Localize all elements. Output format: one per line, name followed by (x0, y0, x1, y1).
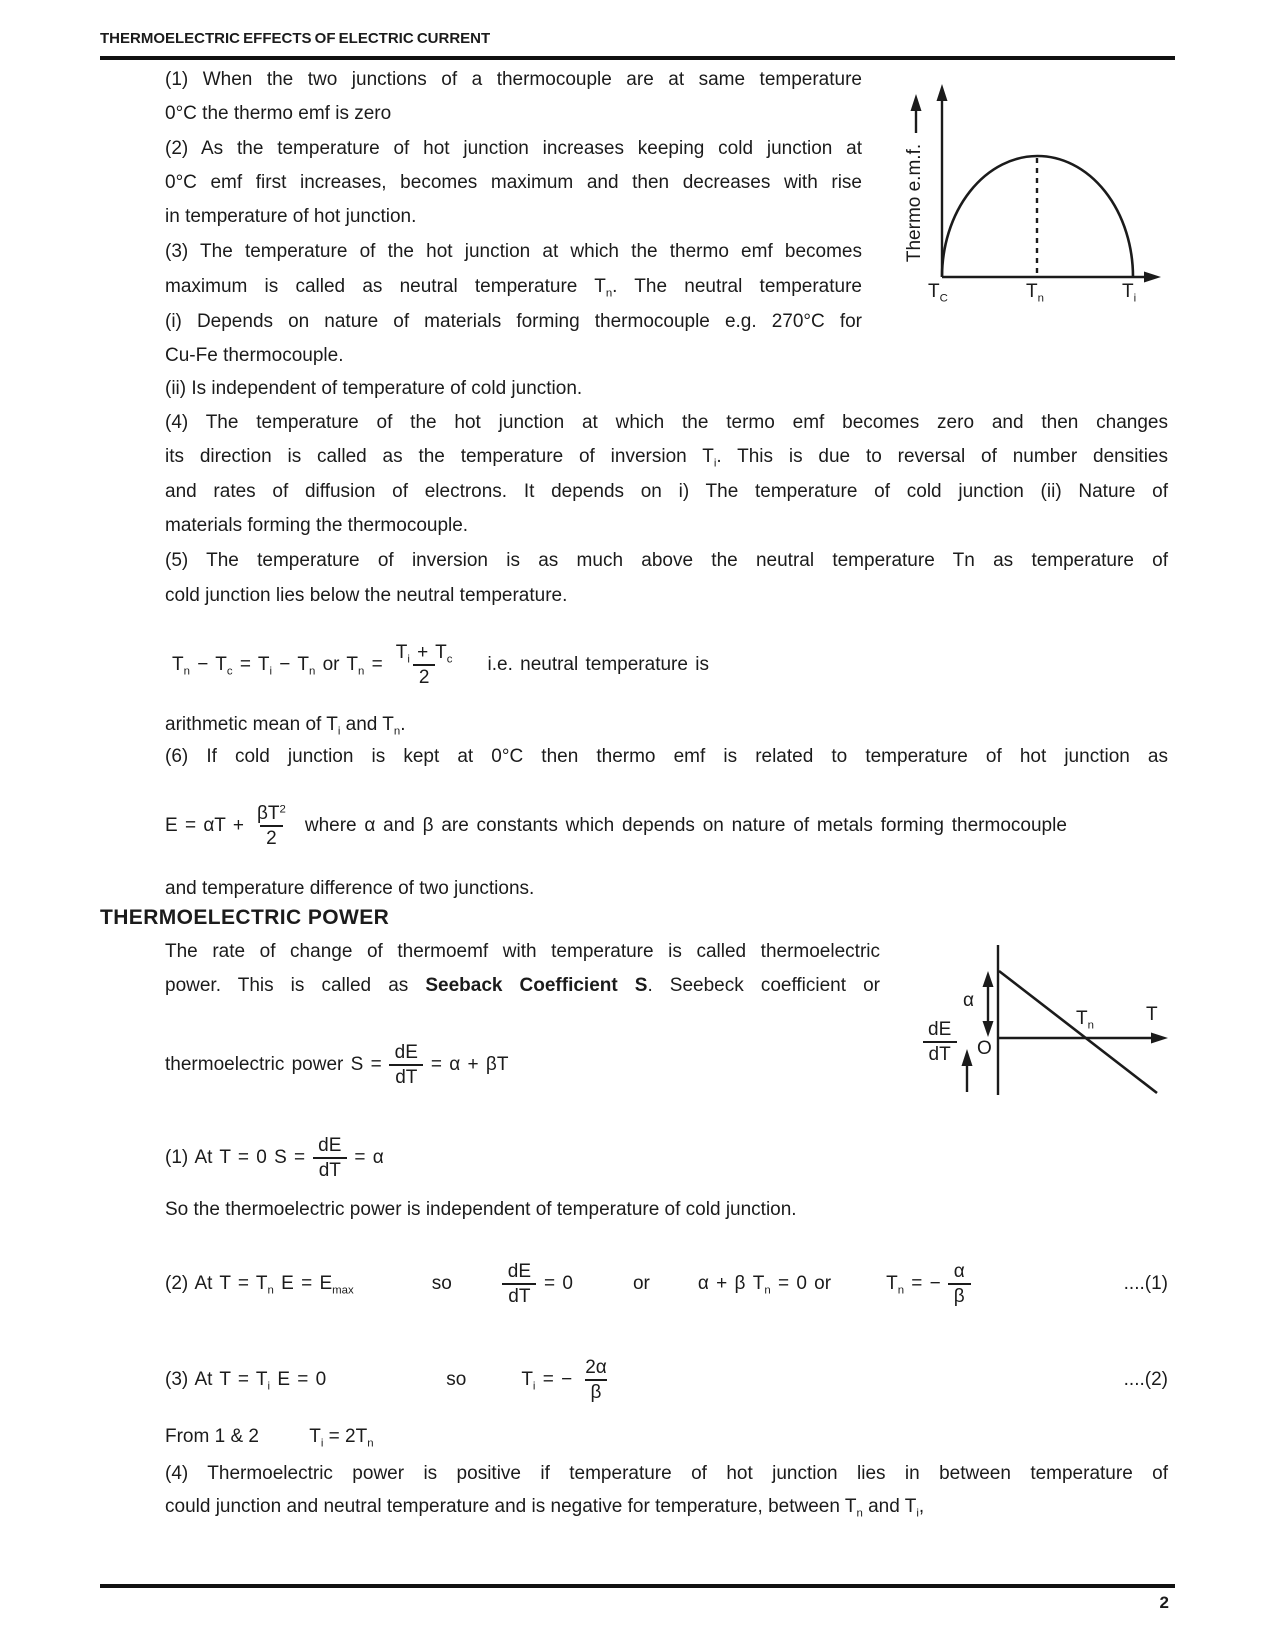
graph2-alpha-label: α (963, 990, 974, 1011)
fraction (579, 1356, 613, 1405)
alpha-arrow-up-icon (983, 971, 994, 987)
text-line: cold junction lies below the neutral temperature. (165, 585, 568, 606)
formula-rhs: i.e. neutral temperature is (487, 654, 709, 675)
text-line: its direction is called as the temperature of inversion $T_i$. This is due to reversal of number densities (165, 446, 1168, 470)
seebeck-power-graph (920, 940, 1175, 1100)
fraction-denominator: 2 (260, 825, 283, 850)
text-line: and temperature difference of two junctions. (165, 878, 535, 899)
fraction-denominator: dT (502, 1283, 536, 1308)
text-line: maximum is called as neutral temperature $T_n$. The neutral temperature (165, 276, 862, 300)
y-axis-arrow-icon (937, 84, 948, 101)
header-rule (100, 56, 1175, 60)
text-line: (6) If cold junction is kept at 0°C then thermo emf is related to temperature of hot junction as (165, 746, 1168, 767)
formula-part: $T_i$ = − (521, 1369, 573, 1393)
fraction-denominator: β (585, 1379, 608, 1404)
text-line: (4) The temperature of the hot junction at which the termo emf becomes zero and then changes (165, 412, 1168, 433)
graph2-label-tn: $T_n$ (1076, 1008, 1094, 1032)
graph2-y-axis-label (922, 1018, 957, 1067)
formula-at-tn (165, 1252, 1168, 1316)
fraction-numerator: dE (507, 1260, 532, 1282)
fraction (922, 1018, 957, 1067)
fraction-denominator: dT (389, 1064, 423, 1089)
from-result: $T_i = 2T_n$ (309, 1426, 374, 1450)
fraction (502, 1260, 537, 1309)
text-line: 0°C emf first increases, becomes maximum and then decreases with rise (165, 172, 862, 193)
formula-lhs: $T_n - T_c = T_i - T_n$ or $T_n$ = (172, 654, 383, 678)
fraction (948, 1260, 971, 1309)
fraction (251, 802, 292, 851)
text-line: (1) When the two junctions of a thermocouple are at same temperature (165, 69, 862, 90)
graph1-label-ti: $T_i$ (1122, 281, 1137, 305)
formula-emf-temperature (165, 794, 1067, 858)
formula-part: (2) At $T = T_n$ $E = E_{max}$ (165, 1273, 354, 1297)
formula-rhs: = α + βT (430, 1054, 509, 1075)
fraction (389, 1041, 424, 1090)
formula-neutral-temperature (172, 636, 709, 694)
formula-part: (3) At $T = T_i$ E = 0 (165, 1369, 327, 1393)
x-axis-arrow-icon (1151, 1033, 1168, 1044)
fraction-denominator: β (948, 1283, 971, 1308)
fraction-numerator: α (953, 1260, 965, 1282)
fraction-denominator: dT (923, 1041, 957, 1066)
ylabel-arrow-icon (911, 94, 922, 111)
graph1-label-tc: $T_C$ (928, 281, 948, 305)
graph1-label-tn: $T_n$ (1026, 281, 1044, 305)
text-line: power. This is called as Seeback Coefficient S. Seebeck coefficient or (165, 975, 880, 996)
graph1-y-axis-label: Thermo e.m.f. (904, 143, 925, 263)
text-line: in temperature of hot junction. (165, 206, 417, 227)
formula-seebeck-coefficient (165, 1030, 508, 1100)
alpha-arrow-down-icon (983, 1021, 994, 1037)
fraction-numerator: 2α (585, 1356, 607, 1378)
formula-lhs: thermoelectric power S = (165, 1054, 382, 1075)
formula-rhs: where α and β are constants which depends on nature of metals forming thermocouple (304, 815, 1067, 836)
page-title: THERMOELECTRIC EFFECTS OF ELECTRIC CURRENT (100, 30, 491, 47)
formula-or: or (632, 1273, 650, 1294)
fraction (390, 641, 459, 690)
x-axis-arrow-icon (1144, 272, 1161, 283)
text-line: arithmetic mean of $T_i$ and $T_n$. (165, 714, 406, 738)
text-line: (3) The temperature of the hot junction at which the thermo emf becomes (165, 241, 862, 262)
thermo-emf-graph (850, 80, 1170, 305)
ylabel-arrow-icon (962, 1049, 973, 1066)
text-line: The rate of change of thermoemf with temperature is called thermoelectric (165, 941, 880, 962)
fraction-numerator: dE (394, 1041, 418, 1063)
fraction (312, 1134, 347, 1183)
text-line: So the thermoelectric power is independent of temperature of cold junction. (165, 1199, 797, 1220)
text-line: could junction and neutral temperature and is negative for temperature, between $T_n$ and $T_i$, (165, 1496, 925, 1520)
text-line: Cu-Fe thermocouple. (165, 345, 344, 366)
formula-so: so (431, 1273, 452, 1294)
page-number: 2 (1159, 1593, 1169, 1612)
text-line: (2) As the temperature of hot junction increases keeping cold junction at (165, 138, 862, 159)
footer-rule (100, 1584, 1175, 1588)
formula-part: α + β $T_n = 0$ or (697, 1273, 832, 1297)
graph2-origin-label: O (977, 1038, 992, 1059)
fraction-numerator: $\beta T^2$ (256, 802, 286, 824)
equation-ref: ....(1) (1123, 1273, 1168, 1294)
formula-part: = 0 (544, 1273, 573, 1294)
text-line: (4) Thermoelectric power is positive if temperature of hot junction lies in between temperature of (165, 1463, 1168, 1484)
formula-at-ti (165, 1348, 1168, 1412)
equation-ref: ....(2) (1123, 1369, 1168, 1390)
section-heading-thermoelectric-power: THERMOELECTRIC POWER (100, 906, 390, 929)
fraction-denominator: dT (313, 1157, 347, 1182)
formula-at-t0 (165, 1123, 384, 1193)
fraction-numerator: dE (318, 1134, 342, 1156)
from-label: From 1 & 2 (165, 1426, 259, 1447)
formula-lhs: E = αT + (165, 815, 244, 836)
graph2-label-t: T (1146, 1004, 1158, 1025)
formula-lhs: (1) At T = 0 S = (165, 1147, 306, 1168)
fraction-denominator: 2 (413, 664, 436, 689)
formula-so: so (446, 1369, 467, 1390)
text-line: (5) The temperature of inversion is as much above the neutral temperature Tn as temperature of (165, 550, 1168, 571)
fraction-numerator: $T_i + T_c$ (395, 641, 453, 666)
text-line: (i) Depends on nature of materials forming thermocouple e.g. 270°C for (165, 311, 862, 332)
text-line: 0°C the thermo emf is zero (165, 103, 392, 124)
text-line (165, 1425, 374, 1449)
formula-rhs: = α (354, 1147, 384, 1168)
text-line: materials forming the thermocouple. (165, 515, 469, 536)
power-line (999, 971, 1157, 1093)
text-line: and rates of diffusion of electrons. It depends on i) The temperature of cold junction (ii) Nature of (165, 481, 1168, 502)
text-line: (ii) Is independent of temperature of cold junction. (165, 378, 583, 399)
fraction-numerator: dE (928, 1019, 952, 1040)
formula-part: $T_n$ = − (886, 1273, 941, 1297)
